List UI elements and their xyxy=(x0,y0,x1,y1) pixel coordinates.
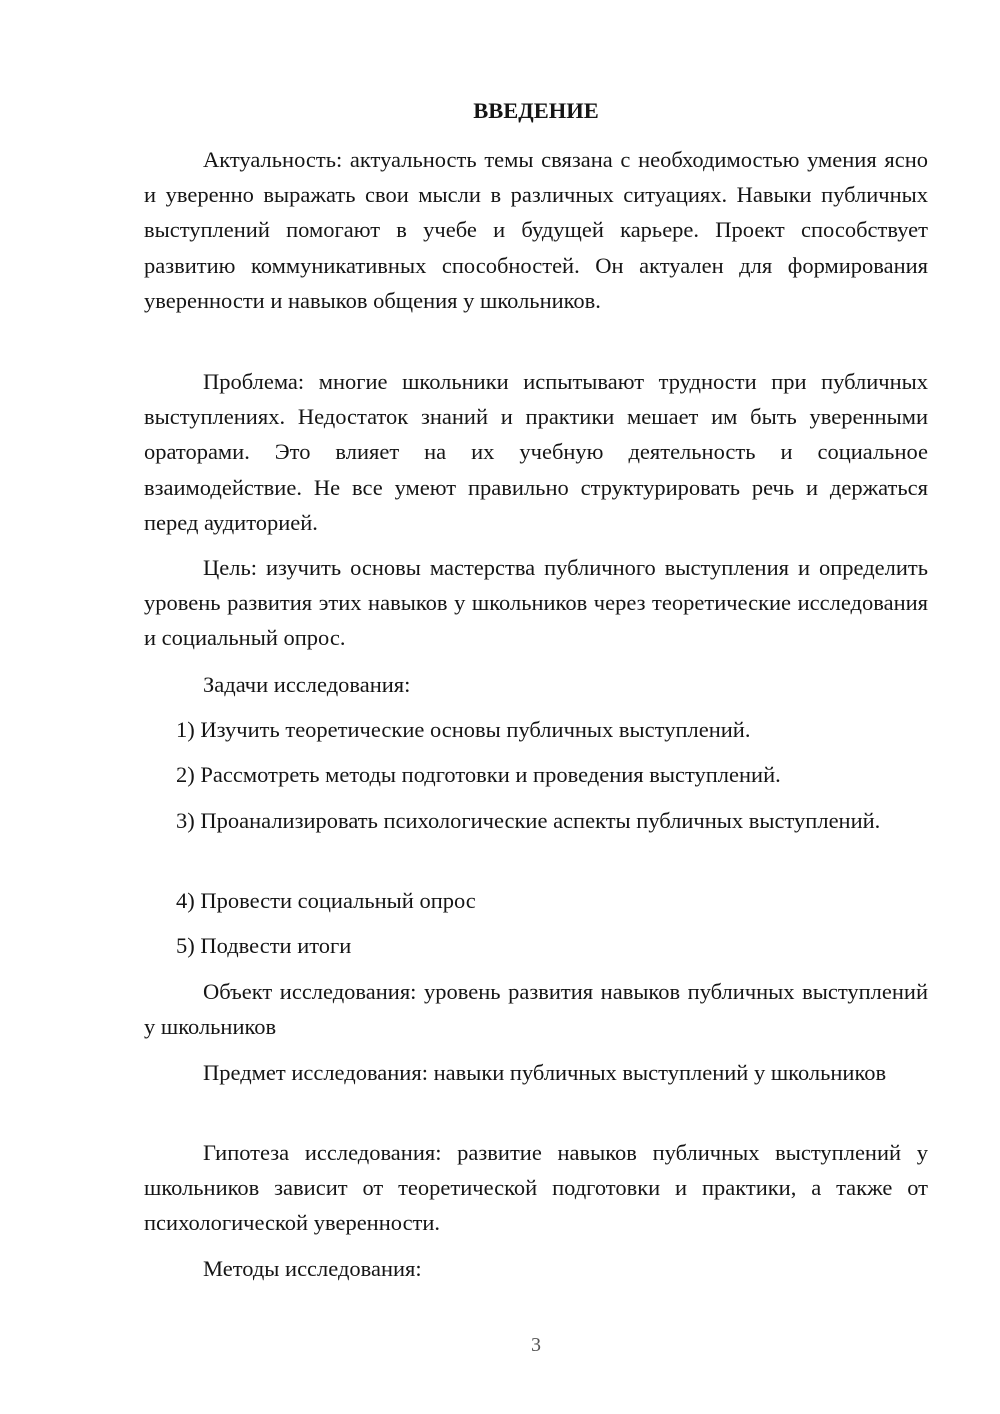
task-item-4: 4) Провести социальный опрос xyxy=(176,888,476,913)
subject-paragraph: Предмет исследования: навыки публичных выступлений у школьников xyxy=(203,1060,887,1085)
tasks-heading: Задачи исследования: xyxy=(203,672,411,697)
goal-paragraph: Цель: изучить основы мастерства публичного выступления и определить уровень развития этих навыков у школьников через теоретические исследования и социальный опрос. xyxy=(144,555,928,651)
task-item-1: 1) Изучить теоретические основы публичных выступлений. xyxy=(176,717,751,742)
task-item-3: 3) Проанализировать психологические аспекты публичных выступлений. xyxy=(176,808,881,833)
task-item-2: 2) Рассмотреть методы подготовки и проведения выступлений. xyxy=(176,762,781,787)
task-item-5: 5) Подвести итоги xyxy=(176,933,352,958)
page-heading: ВВЕДЕНИЕ xyxy=(473,98,599,123)
page-number: 3 xyxy=(531,1334,541,1356)
hypothesis-paragraph: Гипотеза исследования: развитие навыков публичных выступлений у школьников зависит от теоретической подготовки и практики, а также от психологической уверенности. xyxy=(144,1140,928,1236)
relevance-paragraph: Актуальность: актуальность темы связана с необходимостью умения ясно и уверенно выражать свои мысли в различных ситуациях. Навыки публичных выступлений помогают в учебе и будущей карьере. Проект способствует развитию коммуникативных способностей. Он актуален для формирования уверенности и навыков общения у школьников. xyxy=(144,147,928,313)
problem-paragraph: Проблема: многие школьники испытывают трудности при публичных выступлениях. Недостаток знаний и практики мешает им быть уверенными ораторами. Это влияет на их учебную деятельность и социальное взаимодействие. Не все умеют правильно структурировать речь и держаться перед аудиторией. xyxy=(144,369,928,535)
object-paragraph: Объект исследования: уровень развития навыков публичных выступлений у школьников xyxy=(144,979,928,1040)
methods-paragraph: Методы исследования: xyxy=(203,1256,422,1281)
